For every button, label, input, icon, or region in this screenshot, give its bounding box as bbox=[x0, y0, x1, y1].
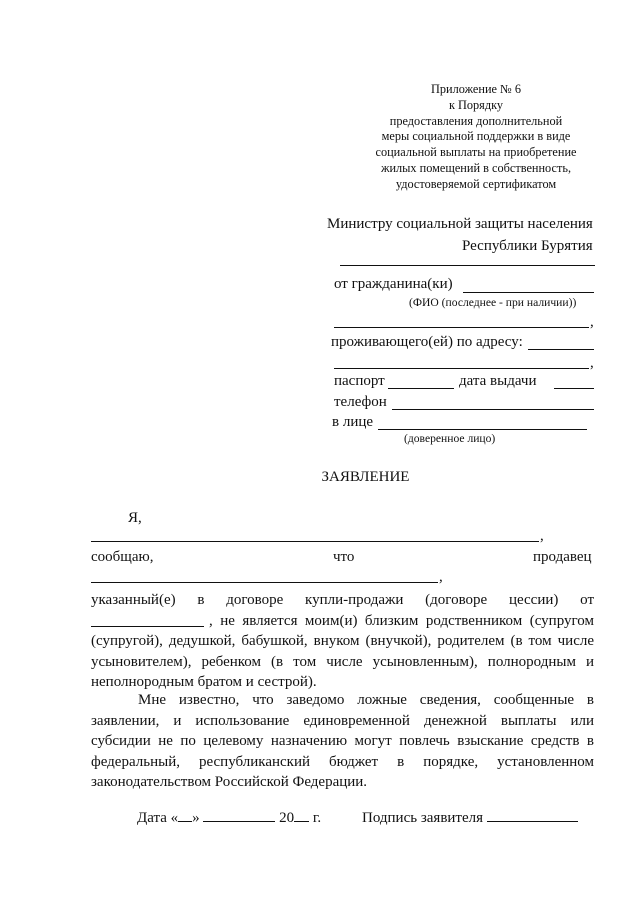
seller-field[interactable] bbox=[91, 582, 438, 583]
fio-field[interactable] bbox=[463, 292, 594, 293]
quote-open: « bbox=[170, 810, 179, 826]
applicant-name-field[interactable] bbox=[91, 541, 539, 542]
issue-date-label: дата выдачи bbox=[459, 373, 537, 389]
comma: , bbox=[590, 355, 594, 371]
paragraph-line: законодательством Российской Федерации. bbox=[91, 774, 368, 791]
paragraph-line: (супругой), дедушкой, бабушкой, внуком (внучкой), родителем (в том числе bbox=[91, 633, 594, 650]
report-word-2: что bbox=[333, 549, 355, 565]
contract-date-field[interactable] bbox=[91, 626, 204, 627]
year-prefix: 20 bbox=[279, 810, 295, 826]
signature-label: Подпись заявителя bbox=[362, 810, 484, 826]
day-field[interactable] bbox=[178, 820, 192, 822]
annex-line: удостоверяемой сертификатом bbox=[395, 176, 557, 191]
month-field[interactable] bbox=[203, 820, 275, 822]
passport-label: паспорт bbox=[334, 373, 385, 389]
paragraph-line: неполнородным братом и сестрой). bbox=[91, 674, 317, 691]
from-citizen-label: от гражданина(ки) bbox=[334, 276, 453, 292]
issue-date-field[interactable] bbox=[554, 388, 594, 389]
annex-line: предоставления дополнительной bbox=[389, 113, 563, 128]
quote-close: » bbox=[192, 810, 200, 826]
year-field[interactable] bbox=[294, 820, 309, 822]
phone-field[interactable] bbox=[392, 409, 594, 410]
paragraph-2 bbox=[91, 690, 594, 793]
paragraph-line: заявлении, и использование единовременной денежной выплаты или bbox=[91, 712, 594, 729]
passport-field[interactable] bbox=[388, 388, 454, 389]
footer-line bbox=[137, 810, 321, 827]
annex-header bbox=[350, 82, 602, 193]
comma: , bbox=[590, 314, 594, 330]
comma: , bbox=[540, 528, 544, 544]
paragraph-line: федеральный, республиканский бюджет в порядке, установленном bbox=[91, 753, 594, 770]
signature-block bbox=[362, 810, 578, 827]
paragraph-1 bbox=[91, 590, 594, 693]
document-title: ЗАЯВЛЕНИЕ bbox=[321, 469, 410, 485]
trustee-field[interactable] bbox=[378, 429, 587, 430]
annex-line: меры социальной поддержки в виде bbox=[381, 129, 571, 144]
trustee-hint: (доверенное лицо) bbox=[404, 432, 496, 445]
blank-line[interactable] bbox=[340, 265, 595, 266]
fio-hint: (ФИО (последнее - при наличии)) bbox=[409, 296, 577, 309]
signature-field[interactable] bbox=[487, 820, 578, 822]
i-label: Я, bbox=[128, 510, 142, 526]
date-label: Дата bbox=[137, 810, 167, 826]
paragraph-line: усыновителем), ребенком (в том числе усыновленным), полнородным и bbox=[91, 653, 594, 670]
paragraph-line: указанный(е) в договоре купли-продажи (договоре цессии) от bbox=[91, 592, 594, 608]
annex-line: к Порядку bbox=[448, 97, 504, 112]
annex-line: жилых помещений в собственность, bbox=[380, 160, 572, 175]
annex-line: социальной выплаты на приобретение bbox=[375, 145, 577, 160]
address-field[interactable] bbox=[528, 349, 594, 350]
phone-label: телефон bbox=[334, 394, 387, 410]
year-suffix: г. bbox=[312, 810, 322, 826]
paragraph-line: субсидии не по целевому назначению могут повлечь взыскание средств в bbox=[91, 733, 594, 750]
paragraph-line: Мне известно, что заведомо ложные сведения, сообщенные в bbox=[138, 692, 594, 708]
fio-field-continued[interactable] bbox=[334, 327, 589, 328]
comma: , bbox=[439, 569, 443, 585]
paragraph-line bbox=[91, 611, 594, 632]
annex-line: Приложение № 6 bbox=[430, 82, 522, 96]
addressee-line-2: Республики Бурятия bbox=[462, 238, 593, 254]
paragraph-line-text: , не является моим(и) близким родственником (супругом bbox=[209, 612, 594, 629]
report-word-3: продавец bbox=[533, 549, 592, 565]
report-word-1: сообщаю, bbox=[91, 549, 154, 565]
address-field-continued[interactable] bbox=[334, 368, 589, 369]
residing-label: проживающего(ей) по адресу: bbox=[331, 334, 523, 350]
addressee-line-1: Министру социальной защиты населения bbox=[327, 216, 593, 232]
person-label: в лице bbox=[332, 414, 374, 430]
